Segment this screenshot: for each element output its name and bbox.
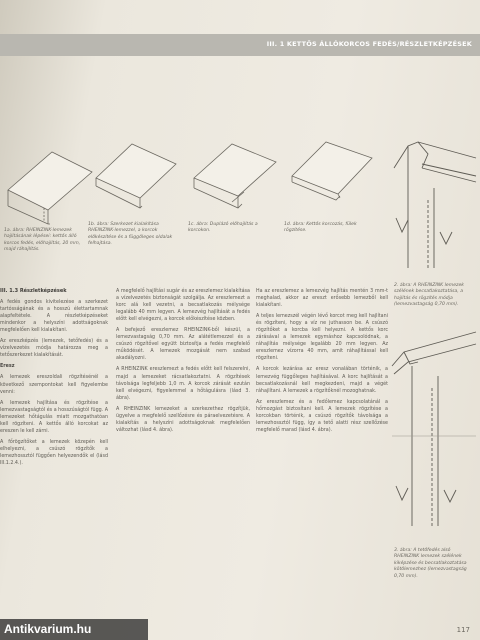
- text-column-3: [256, 288, 388, 438]
- paragraph: A korcok lezárása az eresz vonalában történik, a lemezvég függőleges hajlításával. A korc hajlítását a becsatlakozásnál kell megkezdeni, majd a végét ráhajlítani. A lemezek a rögzítőknél mozoghatnak.: [256, 367, 388, 394]
- chapter-title: III. 1 KETTŐS ÁLLÓKORCOS FEDÉS/RÉSZLETKÉPZÉSEK: [266, 40, 472, 48]
- text-column-1: [0, 288, 108, 471]
- figure-caption-1d: 1d. ábra: Kettős korcozás, fülek rögzítése.: [284, 222, 357, 234]
- paragraph: A befejező ereszlemez RHEINZINK-ből készül, a lemezvastagság 0,70 mm. Az alátétlemezzel és a csúszó rögzítővel együtt biztosítja a fedés megfelelő működését. A lemezek mozgását nem szabad akadályozni.: [116, 328, 250, 362]
- paragraph: A teljes lemezszél végén lévő korcot meg kell hajlítani és rögzíteni, hogy a víz ne juthasson be. A csúszó rögzítőket a korcba kell helyezni. A kettős korc zárásával a lemezek egymáshoz kapcsolódnak, a ráhajlítás mélysége legalább 20 mm legyen. Az ereszlemez vízorra 40 mm, amit ráhajlítással kell rögzíteni.: [256, 314, 388, 362]
- eaves-detail-figure-2: [388, 326, 480, 541]
- paragraph: A lemezek hajlítása és rögzítése a lemezvastagságtól és a hosszúságtól függ. A lemezeket hőtágulás miatt mozgathatóan kell rögzíteni. A kettős álló korcokat az ereszen le kell zárni.: [0, 400, 109, 434]
- paragraph: A lemezek ereszoldali rögzítésénél a következő szempontokat kell figyelembe venni:: [0, 375, 108, 395]
- paragraph: Az ereszképzés (lemezek, tetőfedés) és a vízelvezetés módja határozza meg a tetőszerkezet kialakítását.: [0, 339, 108, 359]
- paragraph: Az ereszlemez és a fedőlemez kapcsolatánál a hőmozgást biztosítani kell. A lemezek rögzítése a korcokban történik, a csúszó rögzítők távolsága a lemezhossztól függ, így a tető alatti rész szellőzése megfelelő marad (lásd 4. ábra).: [256, 399, 388, 433]
- paragraph: A RHEINZINK lemezeket a szerkezethez rögzítjük, ügyelve a megfelelő szellőzésre és páraelvezetésre. A kialakítás a helyszíni adottságoknak megfelelően változhat (lásd 4. ábra).: [116, 406, 250, 433]
- eaves-detail-figure-1: [388, 128, 480, 280]
- subheading: Eresz: [0, 364, 15, 370]
- paragraph: A RHEINZINK ereszlemezt a fedés előtt kell felszerelni, majd a lemezeket rácsatlakoztatni. A rögzítések távolsága legfeljebb 1,0 m. A korcok zárását ezután kell elvégezni, figyelemmel a hőtágulásra (lásd 3. ábra).: [116, 367, 250, 401]
- figure-caption-1c: 1c. ábra: Duplázó előhajlítás a korcokon.: [188, 222, 258, 234]
- section-heading: III. 1.3 Részletképzések: [0, 288, 67, 294]
- panel-drawing-2: [96, 144, 176, 208]
- text-column-2: [116, 288, 250, 438]
- panel-drawing-4: [292, 142, 372, 200]
- paragraph: Ha az ereszlemez a lemezvég hajlítás mentén 3 mm-t meghalad, akkor az ereszt erősebb lemezből kell kialakítani.: [256, 289, 388, 309]
- figure-caption-1a: 1a. ábra: RHEINZINK-lemezek hajlításának lépései: kettős álló korcos fedés, előhajlítás, 20 mm, majd ráhajlítás.: [4, 228, 81, 253]
- panel-drawing-1: [8, 152, 92, 224]
- paragraph: A megfelelő hajlítási sugár és az ereszlemez kialakítása a vízelvezetés biztonságát szolgálja. Az ereszlemezt a korc alá kell vezetni, a becsatlakozás mélysége legalább 40 mm legyen. A lemezvég hajlítását a fedés előtt kell elvégezni, a korcok előkészítése közben.: [116, 289, 250, 323]
- figure-caption-3: 3. ábra: A tetőfedés alsó RHEINZINK lemezek szélének kiképzése és becsatlakoztatása kötőlemezhez (lemezvastagság 0,70 mm).: [394, 548, 467, 579]
- panel-drawing-3: [194, 144, 276, 208]
- watermark-text: Antikvarium.hu: [4, 622, 92, 636]
- page-number: 117: [456, 626, 470, 634]
- watermark-logo: [0, 619, 148, 640]
- figure-caption-2: 2. ábra: A RHEINZINK lemezek szélének becsatlakoztatása, a hajlítás és rögzítés módja (lemezvastagság 0,70 mm).: [394, 283, 464, 308]
- paragraph: A fedés gondos kivitelezése a szerkezet tartósságának és a hosszú élettartamnak alapfeltétele. A részletképzéseket mindenkor a helyszíni adottságoknak megfelelően kell kialakítani.: [0, 300, 108, 334]
- paragraph: A főrögzítőket a lemezek közepén kell elhelyezni, a csúszó rögzítők a lemezhossztól függően helyezendők el (lásd III.1.2.4.).: [0, 439, 108, 466]
- figure-caption-1b: 1b. ábra: Szerkezet kialakítása RHEINZINK-lemezzel, a korcok előkészítése és a függőleges oldalak felhajtása.: [88, 222, 173, 247]
